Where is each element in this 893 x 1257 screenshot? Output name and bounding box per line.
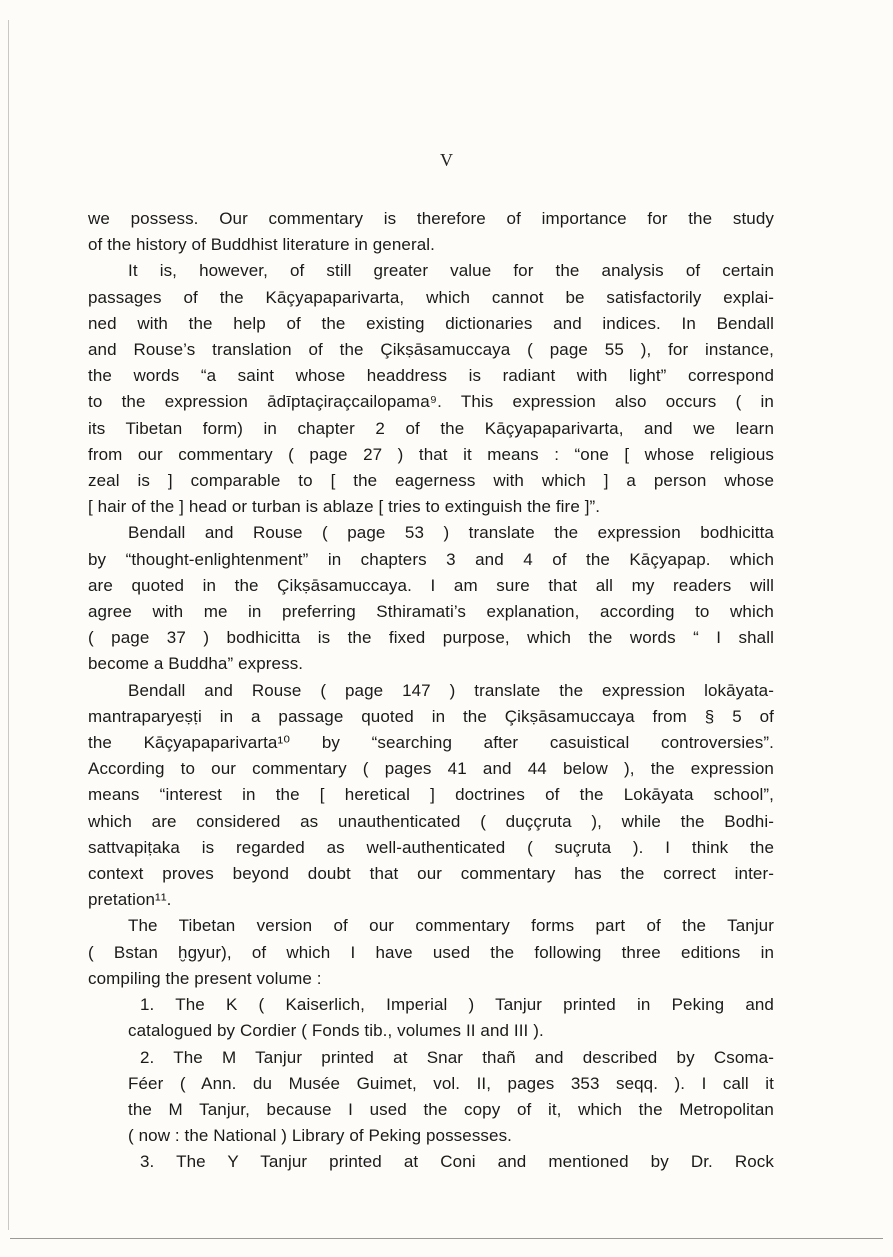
paragraph [88, 625, 774, 651]
list-line: ( now : the National ) Library of Peking possesses. [128, 1126, 513, 1146]
list-line: 3. The Y Tanjur printed at Coni and mentioned by Dr. Rock [140, 1152, 774, 1172]
text-line: mantraparyeṣṭi in a passage quoted in the Çikṣāsamuccaya from § 5 of [88, 706, 774, 726]
paragraph [88, 678, 774, 704]
text-line: compiling the present volume : [88, 968, 322, 988]
list-item [88, 992, 774, 1044]
text-line: which are considered as unauthenticated ( duççruta ), while the Bodhi- [88, 811, 774, 831]
paragraph [88, 940, 774, 966]
text-line: Bendall and Rouse ( page 53 ) translate the expression bodhicitta [128, 523, 774, 543]
text-line: [ hair of the ] head or turban is ablaze [ tries to extinguish the fire ]”. [88, 497, 601, 517]
bottom-rule [10, 1238, 883, 1239]
paragraph [88, 258, 774, 284]
paragraph [88, 337, 774, 363]
paragraph [88, 835, 774, 861]
paragraph [88, 782, 774, 808]
text-line: ned with the help of the existing dictionaries and indices. In Bendall [88, 313, 774, 333]
text-line: ( Bstan ḫgyur), of which I have used the following three editions in [88, 942, 774, 962]
paragraph [88, 599, 774, 625]
text-line: Bendall and Rouse ( page 147 ) translate the expression lokāyata- [128, 680, 774, 700]
text-line: sattvapiṭaka is regarded as well-authenticated ( suçruta ). I think the [88, 837, 774, 857]
list-line: catalogued by Cordier ( Fonds tib., volumes II and III ). [128, 1021, 544, 1041]
text-line: ( page 37 ) bodhicitta is the fixed purpose, which the words “ I shall [88, 628, 774, 648]
paragraph [88, 520, 774, 546]
text-line: passages of the Kāçyapaparivarta, which cannot be satisfactorily explai- [88, 287, 774, 307]
paragraph [88, 285, 774, 311]
paragraph [88, 389, 774, 415]
paragraph [88, 363, 774, 389]
left-margin-rule [8, 20, 9, 1230]
list-item [88, 1045, 774, 1150]
paragraph [88, 468, 774, 494]
text-line: and Rouse’s translation of the Çikṣāsamuccaya ( page 55 ), for instance, [88, 340, 774, 360]
paragraph [88, 704, 774, 730]
paragraph [88, 809, 774, 835]
text-line: pretation¹¹. [88, 890, 172, 910]
page-number: V [440, 150, 453, 170]
paragraph [88, 416, 774, 442]
text-line: are quoted in the Çikṣāsamuccaya. I am sure that all my readers will [88, 575, 774, 595]
paragraph [88, 861, 774, 887]
text-line: zeal is ] comparable to [ the eagerness with which ] a person whose [88, 471, 774, 491]
text-line: become a Buddha” express. [88, 654, 304, 674]
paragraph [88, 966, 774, 992]
list-line: the M Tanjur, because I used the copy of it, which the Metropolitan [128, 1099, 774, 1119]
list-item [88, 1149, 774, 1175]
paragraph [88, 311, 774, 337]
paragraph [88, 730, 774, 756]
text-line: context proves beyond doubt that our commentary has the correct inter- [88, 864, 774, 884]
paragraph [88, 547, 774, 573]
paragraph [88, 206, 774, 232]
paragraph [88, 494, 774, 520]
text-line: means “interest in the [ heretical ] doctrines of the Lokāyata school”, [88, 785, 774, 805]
paragraph [88, 651, 774, 677]
text-line: of the history of Buddhist literature in general. [88, 235, 435, 255]
paragraph [88, 573, 774, 599]
text-line: its Tibetan form) in chapter 2 of the Kāçyapaparivarta, and we learn [88, 418, 774, 438]
text-line: agree with me in preferring Sthiramati’s explanation, according to which [88, 602, 774, 622]
text-line: by “thought-enlightenment” in chapters 3 and 4 of the Kāçyapap. which [88, 549, 774, 569]
paragraph [88, 442, 774, 468]
paragraph [88, 913, 774, 939]
paragraph [88, 756, 774, 782]
paragraph-last-line [88, 232, 774, 258]
text-line: the Kāçyapaparivarta¹⁰ by “searching after casuistical controversies”. [88, 733, 774, 753]
list-line: 1. The K ( Kaiserlich, Imperial ) Tanjur printed in Peking and [140, 995, 774, 1015]
text-line: The Tibetan version of our commentary forms part of the Tanjur [128, 916, 774, 936]
paragraph [88, 887, 774, 913]
body-text [88, 206, 774, 1176]
list-line: 2. The M Tanjur printed at Snar thañ and described by Csoma- [140, 1047, 774, 1067]
text-line: It is, however, of still greater value for the analysis of certain [128, 261, 774, 281]
list-line: Féer ( Ann. du Musée Guimet, vol. II, pages 353 seqq. ). I call it [128, 1073, 774, 1093]
text-line: from our commentary ( page 27 ) that it means : “one [ whose religious [88, 444, 774, 464]
text-line: to the expression ādīptaçiraçcailopama⁹. This expression also occurs ( in [88, 392, 774, 412]
text-line: According to our commentary ( pages 41 and 44 below ), the expression [88, 759, 774, 779]
text-line: we possess. Our commentary is therefore of importance for the study [88, 209, 774, 228]
text-line: the words “a saint whose headdress is radiant with light” correspond [88, 366, 774, 386]
